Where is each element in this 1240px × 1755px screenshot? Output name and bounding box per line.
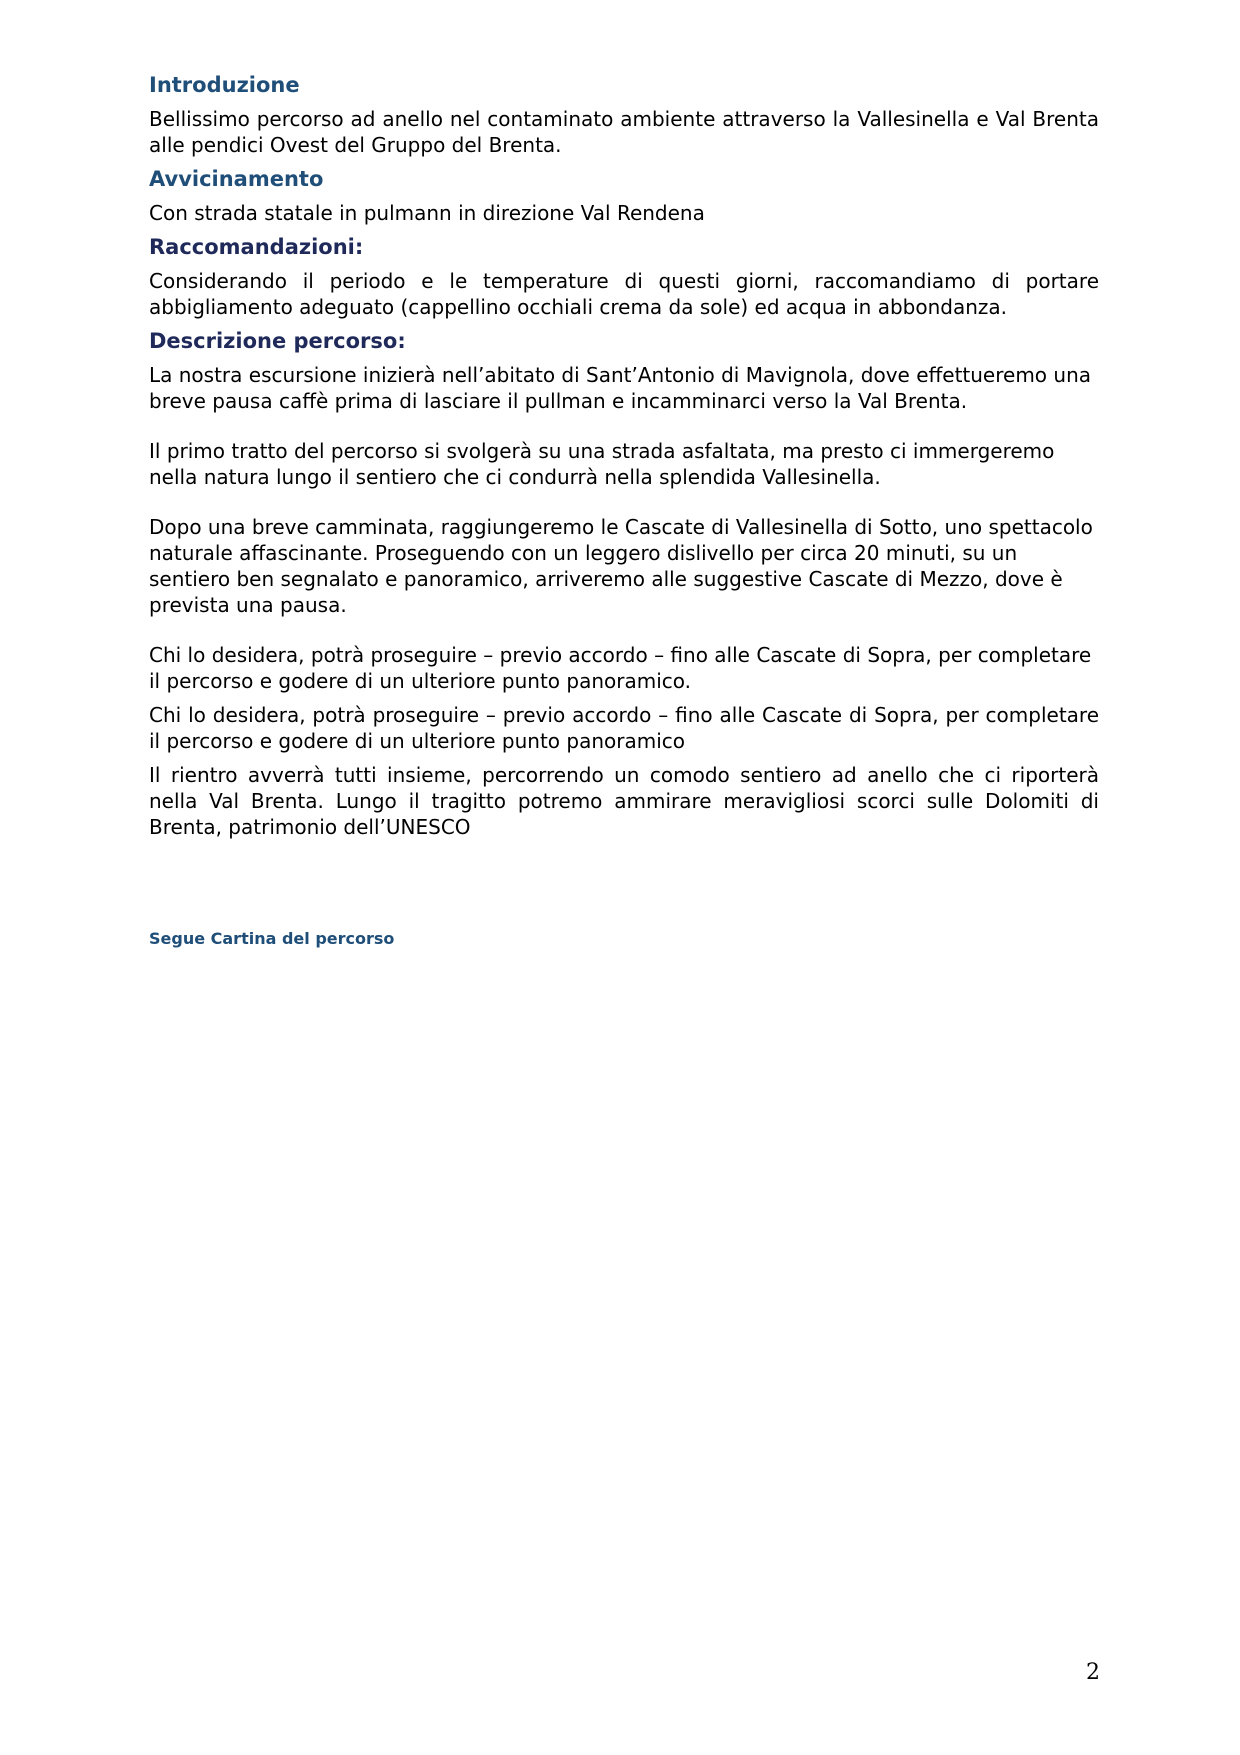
recommendations-text: Considerando il periodo e le temperature di questi giorni, raccomandiamo di portare abbigliamento adeguato (cappellino occhiali crema da sole) ed acqua in abbondanza. xyxy=(149,269,1099,319)
approach-text: Con strada statale in pulmann in direzione Val Rendena xyxy=(149,201,705,225)
route-paragraph-3: Dopo una breve camminata, raggiungeremo le Cascate di Vallesinella di Sotto, uno spettacolo naturale affascinante. Proseguendo con un leggero dislivello per circa 20 minuti, su un sentiero ben segnalato e panoramico, arriveremo alle suggestive Cascate di Mezzo, dove è prevista una pausa. xyxy=(149,515,1093,617)
route-paragraph-1: La nostra escursione inizierà nell’abitato di Sant’Antonio di Mavignola, dove effettueremo una breve pausa caffè prima di lasciare il pullman e incamminarci verso la Val Brenta. xyxy=(149,363,1092,413)
route-paragraph-2: Il primo tratto del percorso si svolgerà su una strada asfaltata, ma presto ci immergeremo nella natura lungo il sentiero che ci condurrà nella splendida Vallesinella. xyxy=(149,439,1055,489)
approach-heading: Avvicinamento xyxy=(149,167,324,191)
route-paragraph-6: Il rientro avverrà tutti insieme, percorrendo un comodo sentiero ad anello che ci riporterà nella Val Brenta. Lungo il tragitto potremo ammirare meravigliosi scorci sulle Dolomiti di Brenta, patrimonio dell’UNESCO xyxy=(149,763,1099,839)
intro-heading: Introduzione xyxy=(149,73,300,97)
route-heading: Descrizione percorso: xyxy=(149,329,406,353)
recommendations-heading: Raccomandazioni: xyxy=(149,235,364,259)
route-paragraph-5: Chi lo desidera, potrà proseguire – previo accordo – fino alle Cascate di Sopra, per completare il percorso e godere di un ulteriore punto panoramico xyxy=(149,703,1099,753)
page-number: 2 xyxy=(1086,1660,1100,1685)
intro-text: Bellissimo percorso ad anello nel contaminato ambiente attraverso la Vallesinella e Val Brenta alle pendici Ovest del Gruppo del Brenta. xyxy=(149,107,1099,157)
document-body xyxy=(149,72,1099,848)
map-follows-note: Segue Cartina del percorso xyxy=(149,929,395,948)
route-paragraph-4: Chi lo desidera, potrà proseguire – previo accordo – fino alle Cascate di Sopra, per completare il percorso e godere di un ulteriore punto panoramico. xyxy=(149,643,1092,693)
